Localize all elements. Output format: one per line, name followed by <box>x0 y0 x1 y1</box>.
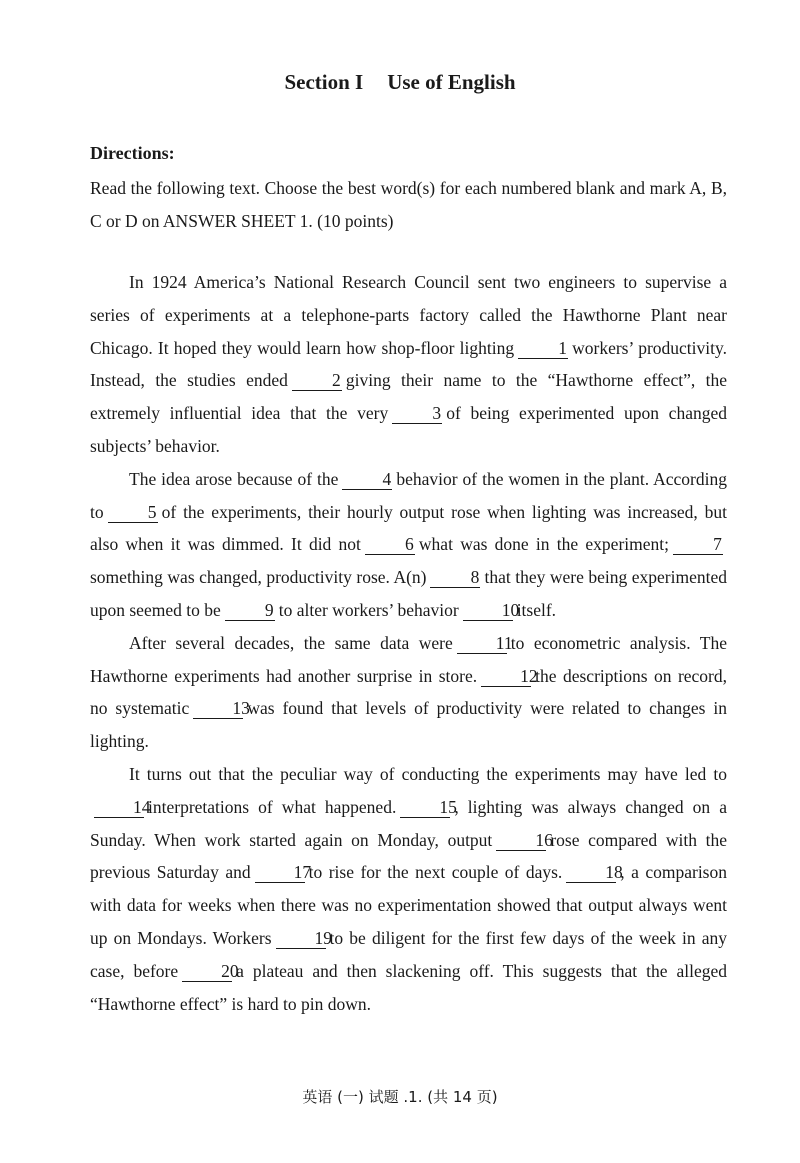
paragraph-3 <box>90 627 727 758</box>
blank-16: 16 <box>496 831 546 851</box>
blank-19: 19 <box>276 929 326 949</box>
passage-text: a plateau and then slackening off. This suggests that the alleged “Hawthorne effect” is hard to pin down. <box>90 960 727 1014</box>
blank-2: 2 <box>292 371 342 391</box>
passage-text: , lighting was always changed on a Sunday. When work started again on Monday, output <box>90 796 728 850</box>
section-number: Section I <box>284 70 364 94</box>
passage-text: that they were being experimented upon seemed to be <box>90 567 727 620</box>
passage-text: something was changed, productivity rose. A(n) <box>90 567 427 588</box>
blank-1: 1 <box>518 339 568 359</box>
blank-8: 8 <box>430 568 480 588</box>
blank-6: 6 <box>365 535 415 555</box>
page-footer: 英语 (一) 试题 .1. (共 14 页) <box>302 1088 498 1106</box>
passage-text: to econometric analysis. The Hawthorne experiments had another surprise in store. <box>90 632 727 686</box>
passage-text: The idea arose because of the <box>129 468 339 489</box>
blank-10: 10 <box>463 601 513 621</box>
passage-text: what was done in the experiment; <box>418 534 669 555</box>
blank-11: 11 <box>457 634 507 654</box>
blank-15: 15 <box>400 798 450 818</box>
passage-text: interpretations of what happened. <box>148 796 397 817</box>
passage-text: the descriptions on record, no systematic <box>90 665 728 719</box>
blank-14: 14 <box>94 798 144 818</box>
passage-text: was found that levels of productivity were related to changes in lighting. <box>90 698 728 752</box>
section-title <box>0 70 800 95</box>
blank-20: 20 <box>182 962 232 982</box>
blank-7: 7 <box>673 535 723 555</box>
passage-text: to alter workers’ behavior <box>278 599 459 620</box>
passage-text: of being experimented upon changed subjects’ behavior. <box>90 403 727 456</box>
blank-3: 3 <box>392 404 442 424</box>
passage-text: After several decades, the same data were <box>129 632 453 653</box>
blank-4: 4 <box>342 470 392 490</box>
passage-text: behavior of the women in the plant. According to <box>90 468 727 522</box>
passage-text: to be diligent for the first few days of the week in any case, before <box>90 927 728 981</box>
paragraph-1 <box>90 266 727 463</box>
passage-text: itself. <box>516 599 557 620</box>
passage-text: to rise for the next couple of days. <box>308 862 563 883</box>
blank-17: 17 <box>255 863 305 883</box>
section-name: Use of English <box>387 70 516 94</box>
passage-text: workers’ productivity. Instead, the studies ended <box>90 337 727 391</box>
directions-heading: Directions: <box>90 143 175 163</box>
passage-text: , a comparison with data for weeks when there was no experimentation showed that output always went up on Mondays. Workers <box>90 862 727 948</box>
blank-9: 9 <box>225 601 275 621</box>
paragraph-2 <box>90 463 727 627</box>
passage-text: giving their name to the “Hawthorne effect”, the extremely influential idea that the very <box>90 370 728 424</box>
passage-text: of the experiments, their hourly output rose when lighting was increased, but also when it was dimmed. It did not <box>90 501 727 555</box>
passage-text: rose compared with the previous Saturday and <box>90 829 728 883</box>
blank-18: 18 <box>566 863 616 883</box>
paragraph-4 <box>90 758 727 1020</box>
blank-12: 12 <box>481 667 531 687</box>
cloze-passage <box>90 266 727 1020</box>
directions-text: Read the following text. Choose the best word(s) for each numbered blank and mark A, B, C or D on ANSWER SHEET 1. (10 points) <box>90 178 727 231</box>
passage-text: In 1924 America’s National Research Council sent two engineers to supervise a series of experiments at a telephone-parts factory called the Hawthorne Plant near Chicago. It hoped they would learn how shop-floor lighting <box>90 272 727 358</box>
passage-text: It turns out that the peculiar way of conducting the experiments may have led to <box>129 763 727 784</box>
blank-13: 13 <box>193 699 243 719</box>
blank-5: 5 <box>108 503 158 523</box>
